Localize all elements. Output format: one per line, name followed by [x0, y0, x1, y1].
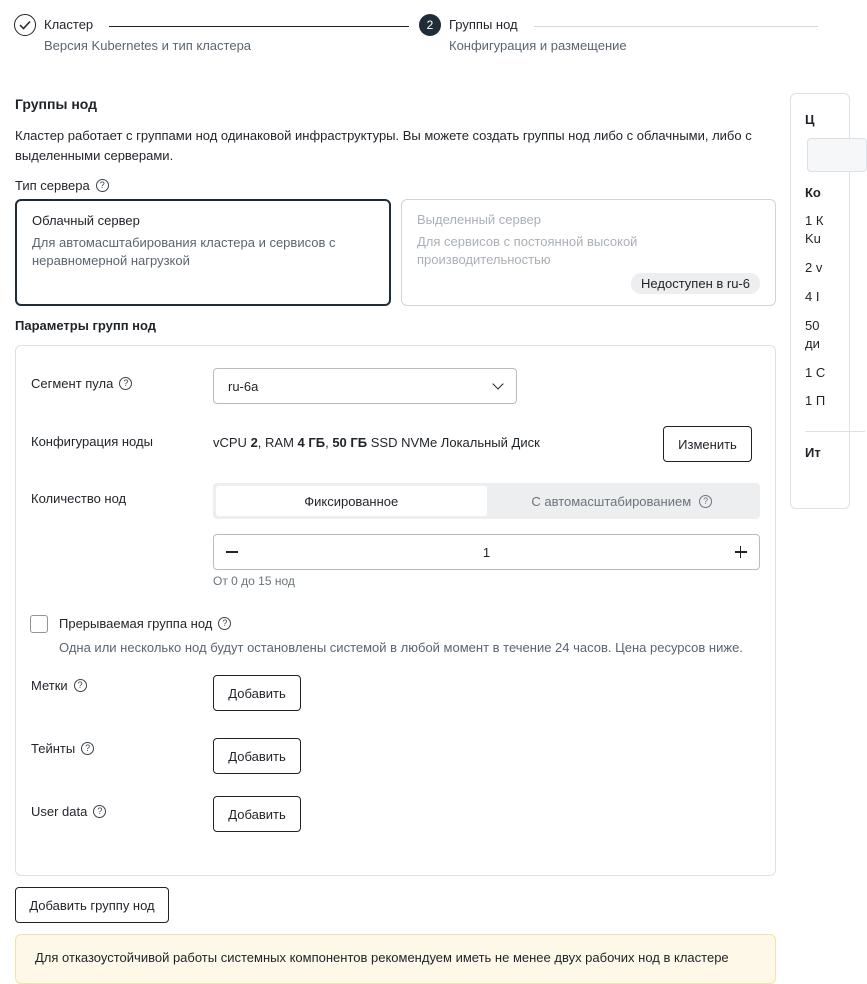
step-title: Группы нод [449, 17, 518, 32]
node-count-label: Количество нод [31, 491, 127, 506]
unavailable-badge: Недоступен в ru-6 [631, 273, 760, 294]
card-title: Выделенный сервер [417, 212, 541, 227]
summary-line: 50 [805, 318, 820, 333]
summary-line: 1 П [805, 393, 826, 408]
labels-label [31, 678, 87, 693]
section-title: Группы нод [15, 96, 98, 112]
config-disk: 50 ГБ [332, 435, 368, 450]
pool-segment-label [31, 376, 132, 391]
add-user-data-button[interactable]: Добавить [213, 796, 301, 832]
node-count-hint: От 0 до 15 нод [213, 574, 295, 588]
user-data-label [31, 804, 106, 819]
mode-autoscale-label: С автомасштабированием [531, 493, 692, 509]
config-cpu-prefix: vCPU [213, 435, 251, 450]
summary-period-select[interactable] [807, 138, 867, 172]
help-icon[interactable]: ? [96, 179, 109, 192]
step-subtitle: Версия Kubernetes и тип кластера [44, 38, 252, 53]
add-taints-button[interactable]: Добавить [213, 738, 301, 774]
config-cpu: 2 [250, 435, 258, 450]
summary-title: Ц [805, 112, 815, 127]
config-disk-prefix: , [325, 435, 333, 450]
config-ram: 4 ГБ [297, 435, 326, 450]
taints-label-text: Тейнты [31, 741, 76, 756]
node-config-label: Конфигурация ноды [31, 434, 153, 449]
node-count-stepper[interactable] [213, 534, 760, 570]
help-icon[interactable]: ? [93, 805, 106, 818]
preemptible-label-text: Прерываемая группа нод [59, 616, 213, 631]
card-title: Облачный сервер [32, 213, 140, 228]
plus-icon[interactable] [735, 546, 747, 558]
step-title: Кластер [44, 17, 94, 32]
chevron-down-icon [492, 378, 503, 389]
mode-fixed-label: Фиксированное [304, 493, 399, 509]
params-panel [15, 345, 776, 876]
change-config-button[interactable]: Изменить [663, 426, 752, 462]
preemptible-label [59, 616, 231, 631]
step-connector [109, 26, 409, 27]
check-icon [14, 14, 36, 36]
stepper [14, 14, 818, 58]
pool-segment-select[interactable] [213, 368, 517, 404]
summary-total: Ит [805, 445, 821, 460]
config-ram-prefix: , RAM [257, 435, 298, 450]
mode-fixed-option[interactable] [216, 486, 487, 516]
minus-icon[interactable] [226, 551, 238, 553]
card-text: Для сервисов с постоянной высокой производительностью [417, 234, 638, 267]
dedicated-server-card [401, 199, 776, 306]
mode-autoscale-option[interactable] [487, 486, 758, 516]
summary-line: Ku [805, 231, 821, 246]
summary-divider [805, 431, 865, 432]
price-summary-panel [790, 93, 850, 509]
help-icon[interactable]: ? [74, 679, 87, 692]
pool-segment-value: ru-6a [228, 378, 259, 394]
help-icon[interactable]: ? [218, 617, 231, 630]
preemptible-description: Одна или несколько нод будут остановлены системой в любой момент в течение 24 часов. Цена ресурсов ниже. [59, 640, 743, 655]
step-cluster[interactable] [14, 14, 251, 53]
add-labels-button[interactable]: Добавить [213, 675, 301, 711]
labels-label-text: Метки [31, 678, 68, 693]
help-icon[interactable]: ? [81, 742, 94, 755]
server-type-label [15, 178, 109, 193]
step-subtitle: Конфигурация и размещение [449, 38, 627, 53]
summary-line: 1 С [805, 365, 826, 380]
summary-heading: Ко [805, 185, 821, 200]
warning-banner [15, 934, 776, 984]
section-description: Кластер работает с группами нод одинаковой инфраструктуры. Вы можете создать группы нод либо с облачными, либо с выделенными серверами. [15, 128, 752, 163]
step-connector [534, 26, 818, 27]
taints-label [31, 741, 94, 756]
node-config-value [213, 435, 540, 450]
node-count-value: 1 [482, 544, 491, 560]
summary-line: ди [805, 336, 820, 351]
step-node-groups[interactable] [419, 14, 627, 53]
summary-line: 2 v [805, 260, 823, 275]
help-icon[interactable]: ? [699, 495, 712, 508]
help-icon[interactable]: ? [119, 377, 132, 390]
server-type-label-text: Тип сервера [15, 178, 90, 193]
step-number: 2 [419, 14, 441, 36]
card-text: Для автомасштабирования кластера и сервисов с неравномерной нагрузкой [32, 235, 336, 268]
preemptible-checkbox[interactable] [30, 615, 48, 633]
pool-segment-label-text: Сегмент пула [31, 376, 114, 391]
summary-line: 4 I [805, 289, 820, 304]
cloud-server-card[interactable] [15, 199, 391, 306]
params-title: Параметры групп нод [15, 318, 157, 333]
count-mode-toggle [213, 483, 760, 519]
add-node-group-button[interactable]: Добавить группу нод [15, 887, 169, 923]
user-data-label-text: User data [31, 804, 88, 819]
summary-line: 1 К [805, 213, 824, 228]
config-disk-suffix: SSD NVMe Локальный Диск [367, 435, 540, 450]
warning-text: Для отказоустойчивой работы системных компонентов рекомендуем иметь не менее двух рабочих нод в кластере [35, 950, 729, 965]
